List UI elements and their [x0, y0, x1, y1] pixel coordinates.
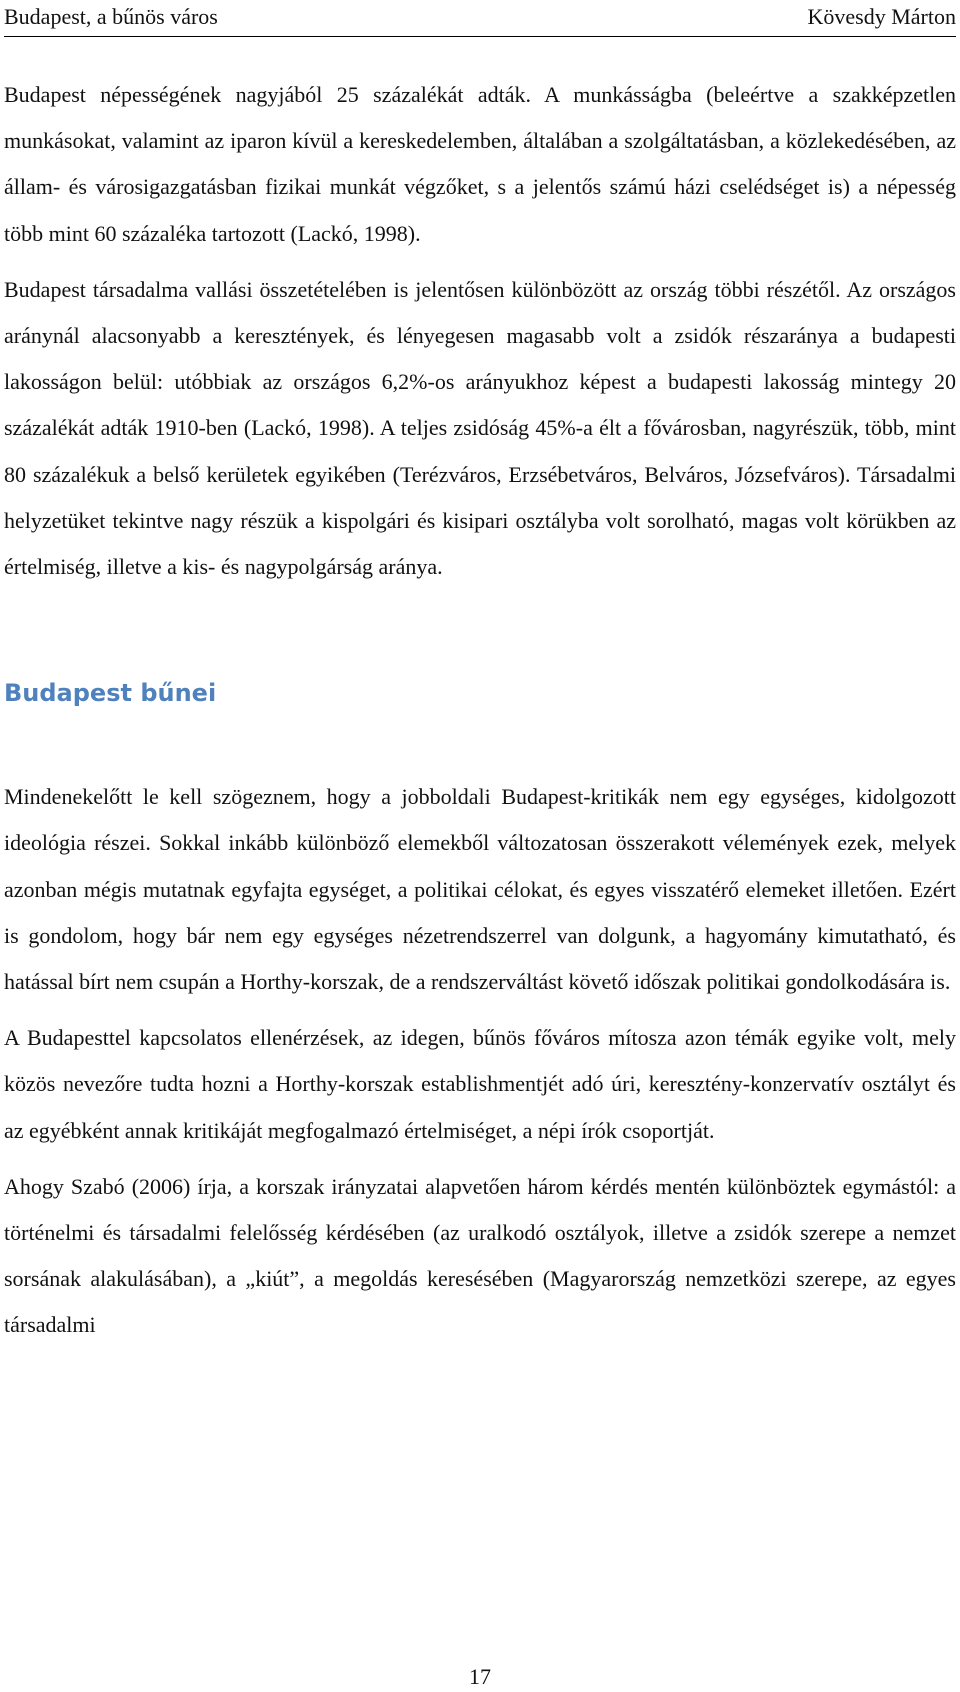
running-header: [4, 2, 956, 32]
section-heading: Budapest bűnei: [4, 679, 217, 708]
page-number: 17: [469, 1664, 491, 1689]
paragraph-1: Budapest népességének nagyjából 25 százalékát adták. A munkásságba (beleértve a szakképzetlen munkásokat, valamint az iparon kívül a kereskedelemben, általában a szolgáltatásban, a közlekedésében, az állam- és városigazgatásban fizikai munkát végzőket, s a jelentős számú házi cselédséget is) a népesség több mint 60 százaléka tartozott (Lackó, 1998).: [4, 82, 956, 246]
header-author: Kövesdy Márton: [807, 4, 956, 29]
paragraph-2: Budapest társadalma vallási összetételében is jelentősen különbözött az ország többi részétől. Az országos aránynál alacsonyabb a keresztények, és lényegesen magasabb volt a zsidók részaránya a budapesti lakosságon belül: utóbbiak az országos 6,2%-os arányukhoz képest a budapesti lakosság mintegy 20 százalékát adták 1910-ben (Lackó, 1998). A teljes zsidóság 45%-a élt a fővárosban, nagyrészük, több, mint 80 százalékuk a belső kerületek egyikében (Terézváros, Erzsébetváros, Belváros, Józsefváros). Társadalmi helyzetüket tekintve nagy részük a kispolgári és kisipari osztályba volt sorolható, magas volt körükben az értelmiség, illetve a kis- és nagypolgárság aránya.: [4, 276, 956, 580]
paragraph-4: A Budapesttel kapcsolatos ellenérzések, az idegen, bűnös főváros mítosza azon témák egyike volt, mely közös nevezőre tudta hozni a Horthy-korszak establishmentjét adó úri, keresztény-konzervatív osztályt és az egyébként annak kritikáját megfogalmazó értelmiséget, a népi írók csoportját.: [4, 1025, 956, 1143]
document-body: [4, 72, 956, 1349]
paragraph-5: Ahogy Szabó (2006) írja, a korszak irányzatai alapvetően három kérdés mentén különböztek egymástól: a történelmi és társadalmi felelősség kérdésében (az uralkodó osztályok, illetve a zsidók szerepe a nemzet sorsának alakulásában), a „kiút”, a megoldás keresésében (Magyarország nemzetközi szerepe, az egyes társadalmi: [4, 1173, 956, 1338]
header-divider: [4, 36, 956, 37]
paragraph-3: Mindenekelőtt le kell szögeznem, hogy a jobboldali Budapest-kritikák nem egy egységes, kidolgozott ideológia részei. Sokkal inkább különböző elemekből változatosan összerakott vélemények ezek, melyek azonban mégis mutatnak egyfajta egységet, a politikai célokat, és egyes visszatérő elemeket illetően. Ezért is gondolom, hogy bár nem egy egységes nézetrendszerrel van dolgunk, a hagyomány kimutatható, és hatással bírt nem csupán a Horthy-korszak, de a rendszerváltást követő időszak politikai gondolkodására is.: [4, 784, 956, 995]
header-title: Budapest, a bűnös város: [4, 4, 218, 29]
